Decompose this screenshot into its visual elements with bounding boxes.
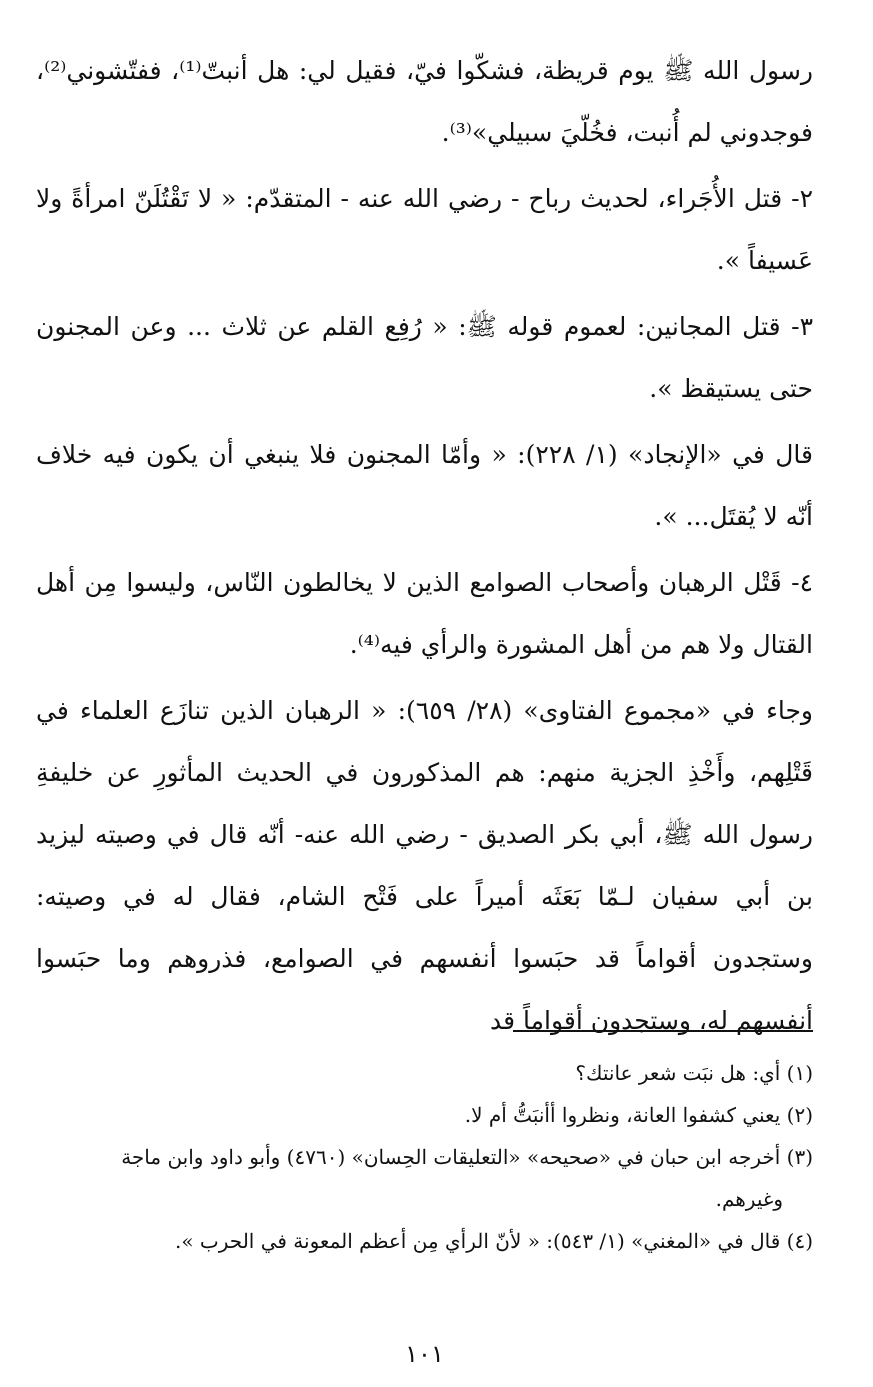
paragraph-4: قال في «الإنجاد» (١/ ٢٢٨): « وأمّا المجنون فلا ينبغي أن يكون فيه خلاف أنّه لا يُقتَل... ». — [36, 440, 813, 531]
footnote-1: (١) أي: هل نبَت شعر عانتك؟ — [575, 1061, 813, 1085]
page-number: ١٠١ — [405, 1340, 444, 1368]
footnote-2: (٢) يعني كشفوا العانة، ونظروا أأنبَتُّ أم لا. — [464, 1103, 813, 1127]
book-page — [36, 40, 813, 1387]
main-text — [36, 40, 813, 1052]
footnote-divider — [513, 1030, 813, 1032]
paragraph-2: ٢- قتل الأُجَراء، لحديث رباح - رضي الله عنه - المتقدّم: « لا تَقْتُلَنّ امرأةً ولا عَسيفاً ». — [36, 184, 813, 275]
paragraph-1: رسول الله ﷺ يوم قريظة، فشكّوا فيّ، فقيل لي: هل أنبتّ⁽¹⁾، ففتّشوني⁽²⁾، فوجدوني لم أُنبت، فخُلّيَ سبيلي»⁽³⁾. — [36, 56, 813, 147]
paragraph-3: ٣- قتل المجانين: لعموم قوله ﷺ: « رُفِع القلم عن ثلاث ... وعن المجنون حتى يستيقظ ». — [36, 312, 813, 403]
footnote-3-continuation: وغيرهم. — [715, 1187, 783, 1211]
paragraph-5: ٤- قَتْل الرهبان وأصحاب الصوامع الذين لا يخالطون النّاس، وليسوا مِن أهل القتال ولا هم من أهل المشورة والرأي فيه⁽⁴⁾. — [36, 568, 813, 659]
footnotes — [36, 1052, 813, 1262]
footnote-4: (٤) قال في «المغني» (١/ ٥٤٣): « لأنّ الرأي مِن أعظم المعونة في الحرب ». — [174, 1229, 813, 1253]
footnote-3: (٣) أخرجه ابن حبان في «صحيحه» «التعليقات الحِسان» (٤٧٦٠) وأبو داود وابن ماجة — [121, 1145, 813, 1169]
paragraph-6: وجاء في «مجموع الفتاوى» (٢٨/ ٦٥٩): « الرهبان الذين تنازَع العلماء في قَتْلِهم، وأَخْذِ الجزية منهم: هم المذكورون في الحديث المأثورِ عن خليفةِ رسول الله ﷺ، أبي بكر الصديق - رضي الله عنه- أنّه قال في وصيته ليزيد بن أبي سفيان لـمّا بَعَثَه أميراً على فَتْح الشام، فقال له في وصيته: وستجدون أقواماً قد حبَسوا أنفسهم في الصوامع، فذروهم وما حبَسوا أنفسهم له، وستجدون أقواماً قد — [36, 696, 813, 1035]
